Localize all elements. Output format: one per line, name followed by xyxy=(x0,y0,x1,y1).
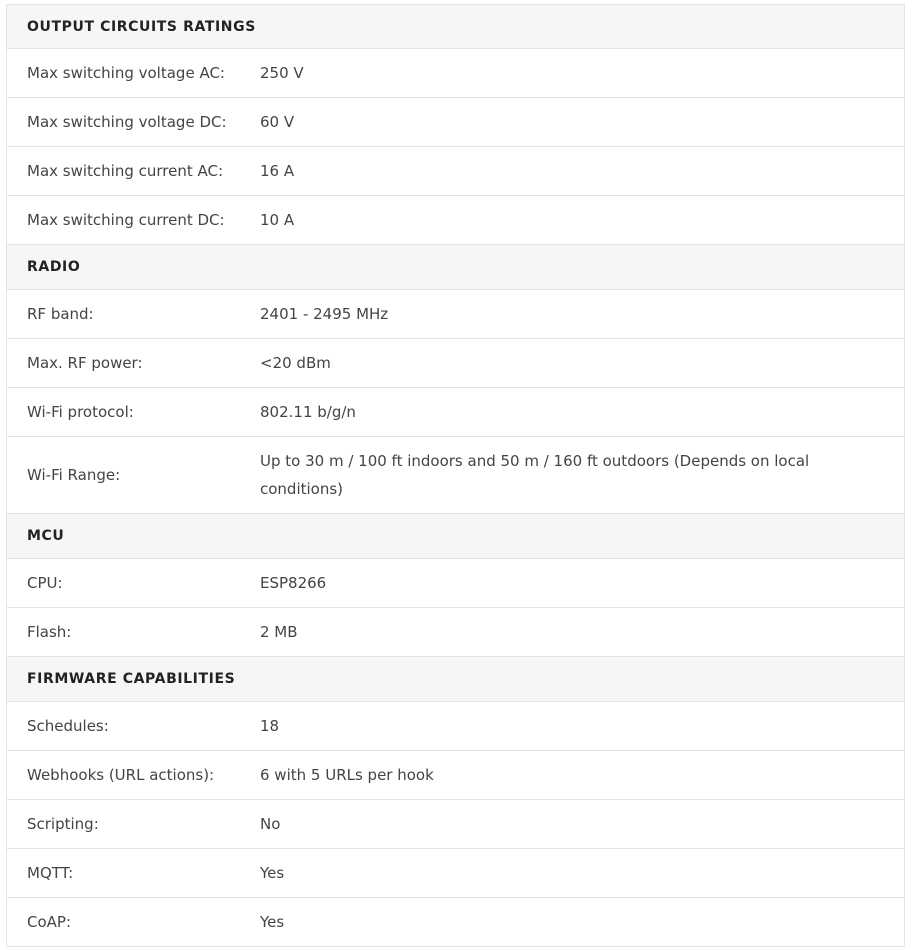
row-label: Scripting: xyxy=(27,815,99,833)
row-value: 2401 - 2495 MHz xyxy=(260,305,389,323)
section-mcu xyxy=(7,514,904,657)
table-row xyxy=(7,751,904,800)
table-row xyxy=(7,388,904,437)
table-row xyxy=(7,849,904,898)
row-value: 60 V xyxy=(260,113,295,131)
row-label: Max switching current AC: xyxy=(27,162,224,180)
table-row xyxy=(7,49,904,98)
row-label: Flash: xyxy=(27,623,72,641)
row-label: RF band: xyxy=(27,305,94,323)
table-row xyxy=(7,898,904,947)
row-value: 802.11 b/g/n xyxy=(260,403,356,421)
table-row xyxy=(7,702,904,751)
row-value: 6 with 5 URLs per hook xyxy=(260,766,434,784)
row-value: 10 A xyxy=(260,211,295,229)
spec-table xyxy=(6,4,905,947)
row-value: <20 dBm xyxy=(260,354,331,372)
table-row xyxy=(7,559,904,608)
row-label: Max switching current DC: xyxy=(27,211,225,229)
section-output-circuits-ratings xyxy=(7,4,904,245)
row-label: Max switching voltage AC: xyxy=(27,64,225,82)
row-label: MQTT: xyxy=(27,864,74,882)
table-row xyxy=(7,290,904,339)
section-radio xyxy=(7,245,904,514)
table-row xyxy=(7,339,904,388)
section-firmware-capabilities xyxy=(7,657,904,947)
row-label: Webhooks (URL actions): xyxy=(27,766,215,784)
table-row xyxy=(7,98,904,147)
row-value: 16 A xyxy=(260,162,295,180)
table-row xyxy=(7,196,904,245)
row-value: Yes xyxy=(260,864,285,882)
section-header: RADIO xyxy=(7,245,904,290)
row-value: 250 V xyxy=(260,64,304,82)
table-row xyxy=(7,147,904,196)
row-label: Schedules: xyxy=(27,717,109,735)
row-label: CoAP: xyxy=(27,913,72,931)
section-header: FIRMWARE CAPABILITIES xyxy=(7,657,904,702)
row-label: Max switching voltage DC: xyxy=(27,113,227,131)
section-header: MCU xyxy=(7,514,904,559)
row-label: Wi-Fi Range: xyxy=(27,466,121,484)
row-value: Yes xyxy=(260,913,285,931)
table-row xyxy=(7,800,904,849)
row-value: ESP8266 xyxy=(260,574,327,592)
row-label: Max. RF power: xyxy=(27,354,143,372)
table-row xyxy=(7,608,904,657)
row-value: 18 xyxy=(260,717,280,735)
row-value: Up to 30 m / 100 ft indoors and 50 m / 160 ft outdoors (Depends on local conditions) xyxy=(260,452,810,498)
section-header: OUTPUT CIRCUITS RATINGS xyxy=(7,4,904,49)
row-label: Wi-Fi protocol: xyxy=(27,403,134,421)
table-row xyxy=(7,437,904,514)
row-value: 2 MB xyxy=(260,623,298,641)
row-label: CPU: xyxy=(27,574,63,592)
row-value: No xyxy=(260,815,281,833)
